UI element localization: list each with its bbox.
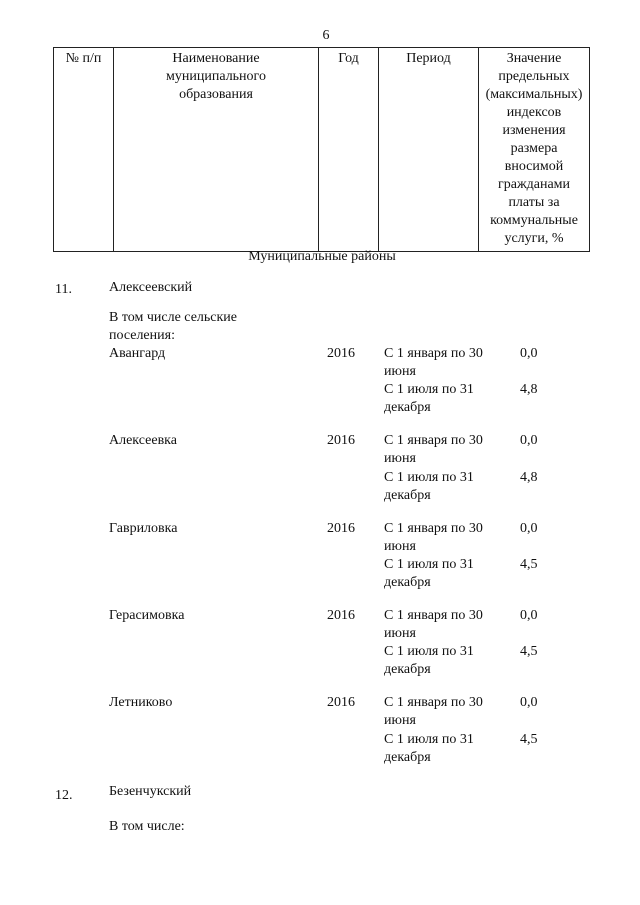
header-col-period: Период: [379, 48, 479, 252]
header-col-year: Год: [319, 48, 379, 252]
index-value: 4,5: [520, 732, 538, 747]
period-label: С 1 января по 30 июня: [384, 346, 483, 379]
district-number: 11.: [55, 282, 72, 297]
district-name: Алексеевский: [109, 280, 193, 295]
district-subheading: В том числе сельские поселения:: [109, 310, 238, 343]
period-label: С 1 января по 30 июня: [384, 521, 483, 554]
header-col-value: Значение предельных (максимальных) индексов изменения размера вносимой гражданами платы за коммунальные услуги, %: [479, 48, 590, 252]
index-value: 0,0: [520, 695, 538, 710]
period-label: С 1 января по 30 июня: [384, 608, 483, 641]
period-label: С 1 июля по 31 декабря: [384, 382, 474, 415]
header-table: [53, 47, 590, 252]
district-subheading: В том числе:: [109, 819, 185, 834]
settlement-year: 2016: [327, 346, 355, 361]
settlement-name: Алексеевка: [109, 433, 177, 448]
settlement-name: Герасимовка: [109, 608, 185, 623]
settlement-year: 2016: [327, 695, 355, 710]
index-value: 4,5: [520, 644, 538, 659]
index-value: 0,0: [520, 346, 538, 361]
header-col-name: Наименование муниципального образования: [114, 48, 319, 252]
index-value: 0,0: [520, 521, 538, 536]
period-label: С 1 января по 30 июня: [384, 433, 483, 466]
district-number: 12.: [55, 788, 73, 803]
index-value: 0,0: [520, 608, 538, 623]
period-label: С 1 июля по 31 декабря: [384, 644, 474, 677]
settlement-name: Авангард: [109, 346, 166, 361]
period-label: С 1 июля по 31 декабря: [384, 557, 474, 590]
header-col-num: № п/п: [54, 48, 114, 252]
period-label: С 1 июля по 31 декабря: [384, 470, 474, 503]
index-value: 0,0: [520, 433, 538, 448]
index-value: 4,8: [520, 470, 538, 485]
settlement-name: Летниково: [109, 695, 173, 710]
settlement-year: 2016: [327, 608, 355, 623]
settlement-year: 2016: [327, 521, 355, 536]
district-name: Безенчукский: [109, 784, 192, 799]
page-number: 6: [322, 28, 330, 43]
index-value: 4,8: [520, 382, 538, 397]
section-title: Муниципальные районы: [248, 249, 396, 264]
index-value: 4,5: [520, 557, 538, 572]
period-label: С 1 января по 30 июня: [384, 695, 483, 728]
settlement-year: 2016: [327, 433, 355, 448]
period-label: С 1 июля по 31 декабря: [384, 732, 474, 765]
settlement-name: Гавриловка: [109, 521, 178, 536]
